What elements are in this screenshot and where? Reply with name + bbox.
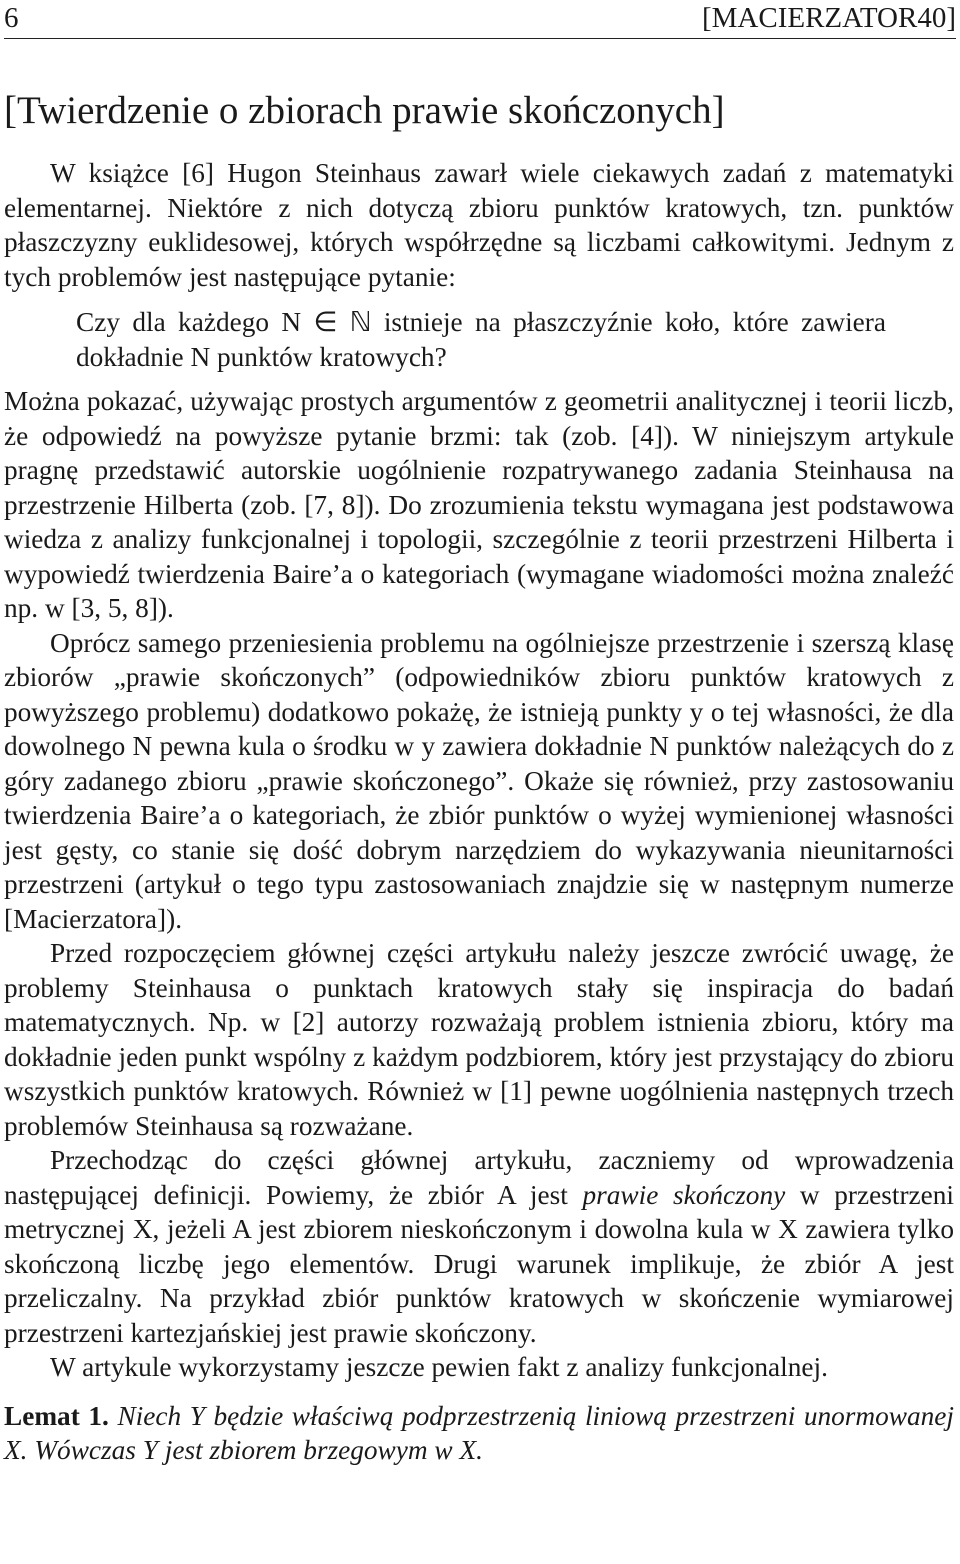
paragraph-intro: W książce [6] Hugon Steinhaus zawarł wiele ciekawych zadań z matematyki elementarnej. Niektóre z nich dotyczą zbioru punktów kratowych, tzn. punktów płaszczyzny euklidesowej, których współrzędne są liczbami całkowitymi. Jednym z tych problemów jest następujące pytanie: xyxy=(4,158,954,292)
series-tag: [MACIERZATOR40] xyxy=(701,2,956,34)
page-header xyxy=(4,2,956,39)
article-title: [Twierdzenie o zbiorach prawie skończonych] xyxy=(4,89,725,132)
lemma-block xyxy=(4,1399,954,1468)
article-body xyxy=(4,156,954,1468)
defined-term: prawie skończony xyxy=(582,1179,786,1210)
paragraph-related-work: Przed rozpoczęciem głównej części artykułu należy jeszcze zwrócić uwagę, że problemy Steinhausa o punktach kratowych stały się inspiracja do badań matematycznych. Np. w [2] autorzy rozważają problem istnienia zbioru, który ma dokładnie jeden punkt wspólny z każdym podzbiorem, który jest przystający do zbioru wszystkich punktów kratowych. Również w [1] pewne uogólnienia następnych trzech problemów Steinhausa są rozważane. xyxy=(4,938,954,1141)
paragraph-lemma-intro: W artykule wykorzystamy jeszcze pewien fakt z analizy funkcjonalnej. xyxy=(50,1352,828,1382)
definition-text-end: w przestrzeni metrycznej X, jeżeli A jest zbiorem nieskończonym i dowolna kula w X zawiera tylko skończoną liczbę jego elementów. Drugi warunek implikuje, że zbiór A jest przeliczalny. Na przykład zbiór punktów kratowych w skończenie wymiarowej przestrzeni kartezjańskiej jest prawie skończony. xyxy=(4,1179,955,1348)
definition-text-start: Przechodząc do części głównej artykułu, zaczniemy od wprowadzenia następującej definicji. Powiemy, że zbiór A jest xyxy=(4,1145,954,1210)
lemma-statement: Niech Y będzie właściwą podprzestrzenią liniową przestrzeni unormowanej X. Wówczas Y jest zbiorem brzegowym w X. xyxy=(4,1400,954,1465)
steinhaus-question: Czy dla każdego N ∈ ℕ istnieje na płaszczyźnie koło, które zawiera dokładnie N punktów kratowych? xyxy=(76,307,886,372)
paragraph-goals: Oprócz samego przeniesienia problemu na ogólniejsze przestrzenie i szerszą klasę zbiorów „prawie skończonych” (odpowiedników zbioru punktów kratowych z powyższego problemu) dodatkowo pokażę, że istnieją punkty y o tej własności, że dla dowolnego N pewna kula o środku w y zawiera dokładnie N punktów należących do z góry zadanego zbioru „prawie skończonego”. Okaże się również, przy zastosowaniu twierdzenia Baire’a o kategoriach, że zbiór punktów o wyżej wymienionej własności jest gęsty, co stanie się dość dobrym narzędziem do wykazywania nieunitarności przestrzeni (artykuł o tego typu zastosowaniach znajdzie się w następnym numerze [Macierzatora]). xyxy=(4,627,954,934)
paragraph-answer: Można pokazać, używając prostych argumentów z geometrii analitycznej i teorii liczb, że odpowiedź na powyższe pytanie brzmi: tak (zob. [4]). W niniejszym artykule pragnę przedstawić autorskie uogólnienie rozpatrywanego zadania Steinhausa na przestrzenie Hilberta (zob. [7, 8]). Do zrozumienia tekstu wymagana jest podstawowa wiedza z analizy funkcjonalnej i topologii, szczególnie z teorii przestrzeni Hilberta i wypowiedź twierdzenia Baire’a o kategoriach (wymagane wiadomości można znaleźć np. w [3, 5, 8]). xyxy=(4,386,954,623)
lemma-label: Lemat 1. xyxy=(4,1400,109,1431)
paragraph-definition xyxy=(4,1143,954,1350)
page-number: 6 xyxy=(4,2,19,34)
